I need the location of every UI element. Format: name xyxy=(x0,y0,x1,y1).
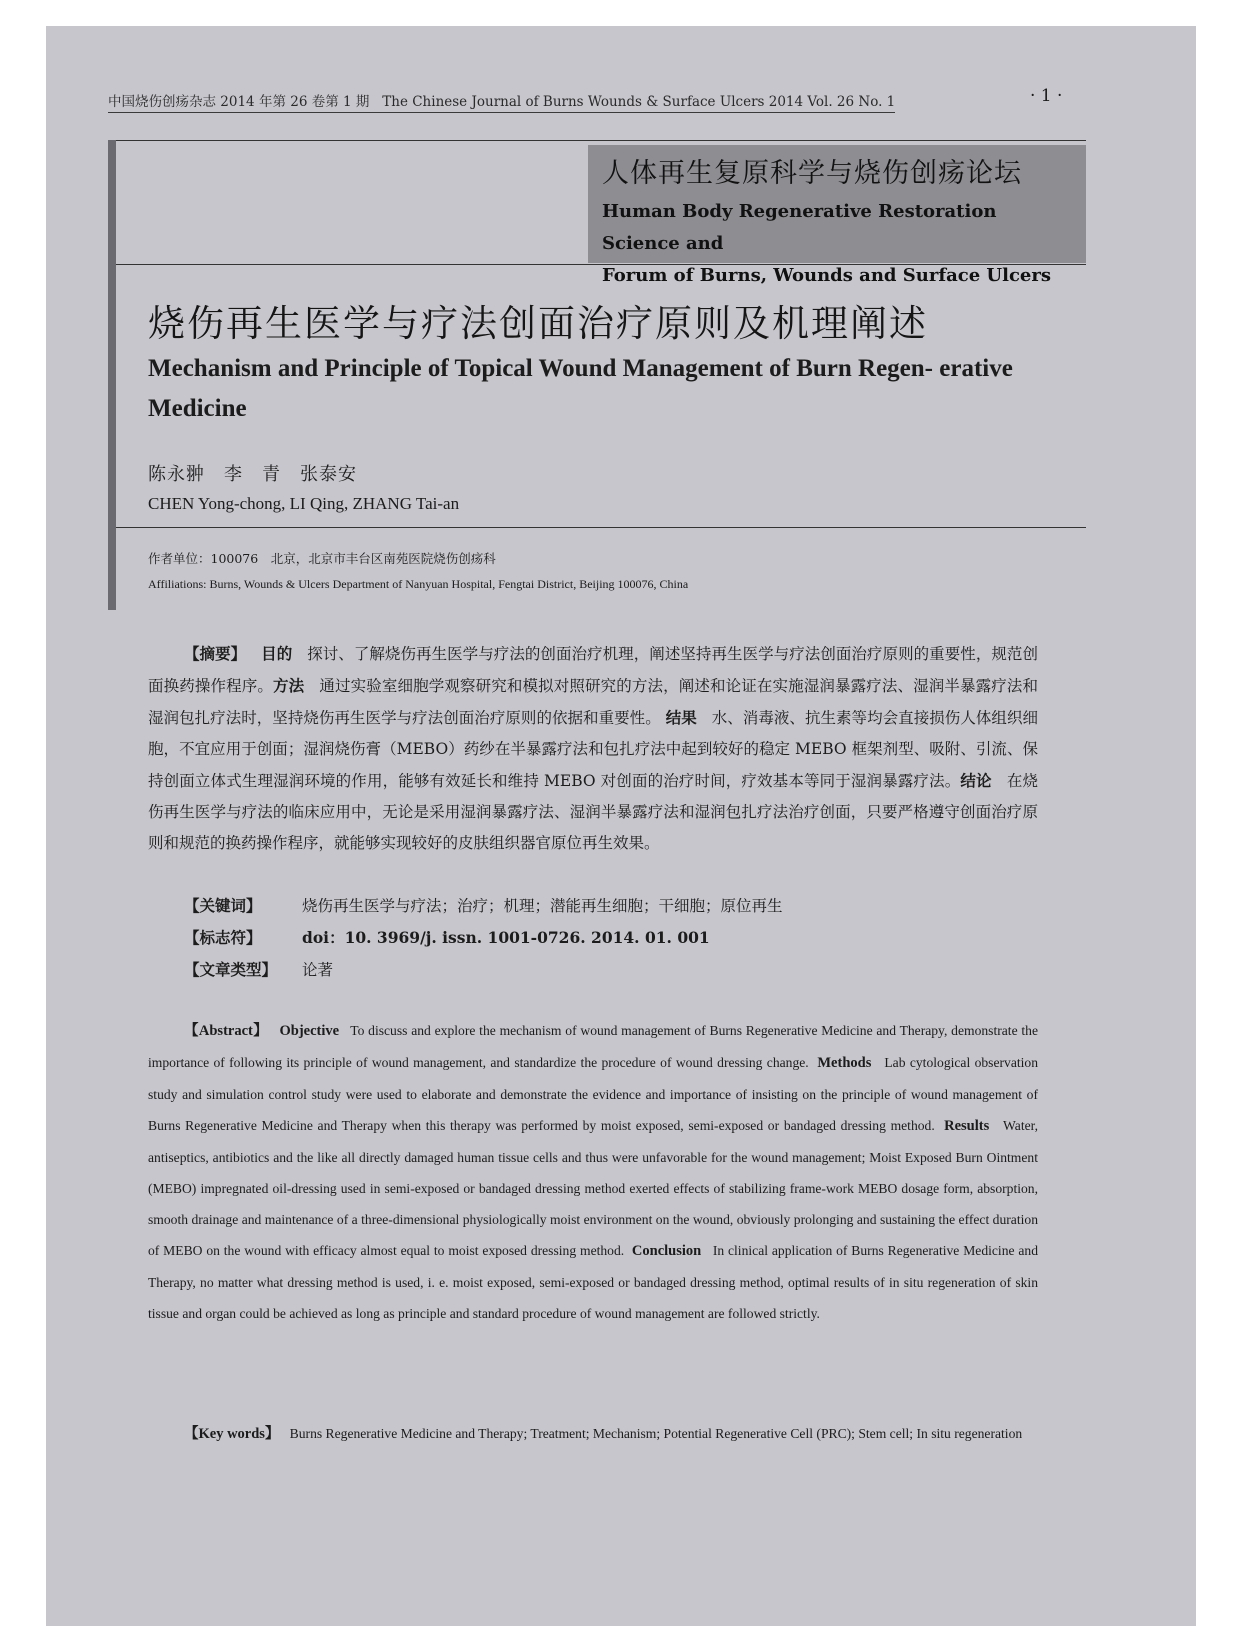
authors-zh: 陈永翀 李 青 张泰安 xyxy=(148,464,357,485)
results-en: Water, antiseptics, antibiotics and the like all directly damaged human tissue cells and thus were unfavorable for the wound management; Moist Exposed Burn Ointment (MEBO) impregnated oil-dressing used in semi-exposed or bandaged dressing method exerted effects of stabilizing frame-work MEBO dosage form, absorption, smooth drainage and maintenance of a three-dimensional physiologically moist environment on the wound, obviously prolonging and sustaining the effect duration of MEBO on the wound with efficacy almost equal to moist exposed dressing method. xyxy=(148,1118,1039,1258)
article-title-zh: 烧伤再生医学与疗法创面治疗原则及机理阐述 xyxy=(148,302,928,345)
abstract-en-label: 【Abstract】 xyxy=(184,1023,269,1039)
page-number: · 1 · xyxy=(1030,86,1063,106)
objective-zh: 探讨、了解烧伤再生医学与疗法的创面治疗机理，阐述坚持再生医学与疗法创面治疗原则的重要性，规范创面换药操作程序。 xyxy=(148,645,1038,695)
abstract-zh xyxy=(148,638,1038,859)
authors-rule xyxy=(116,527,1086,528)
conclusion-zh: 在烧伤再生医学与疗法的临床应用中，无论是采用湿润暴露疗法、湿润半暴露疗法和湿润包扎疗法治疗创面，只要严格遵守创面治疗原则和规范的换药操作程序，就能够实现较好的皮肤组织器官原位再生效果。 xyxy=(148,772,1038,852)
results-zh: 水、消毒液、抗生素等均会直接损伤人体组织细胞，不宜应用于创面；湿润烧伤膏（MEBO）药纱在半暴露疗法和包扎疗法中起到较好的稳定 MEBO 框架剂型、吸附、引流、保持创面立体式生理湿润环境的作用，能够有效延长和维持 MEBO 对创面的治疗时间，疗效基本等同于湿润暴露疗法。 xyxy=(148,709,1038,790)
article-type: 论著 xyxy=(302,961,334,979)
keywords-en-label: 【Key words】 xyxy=(184,1426,280,1442)
doi-value: doi：10. 3969/j. issn. 1001-0726. 2014. 01. 001 xyxy=(302,928,710,947)
forum-title-en-line2: Forum of Burns, Wounds and Surface Ulcers xyxy=(602,265,1051,286)
methods-en-label: Methods xyxy=(817,1055,872,1071)
results-zh-label: 结果 xyxy=(665,708,697,727)
left-margin-bar xyxy=(108,140,116,610)
keywords-en-list: Burns Regenerative Medicine and Therapy; Treatment; Mechanism; Potential Regenerative Cell (PRC); Stem cell; In situ regeneration xyxy=(289,1426,1023,1441)
doi-label: 【标志符】 xyxy=(184,928,262,947)
forum-title-en-line1: Human Body Regenerative Restoration Science and xyxy=(602,201,997,254)
keywords-zh-row xyxy=(184,894,783,916)
objective-en: To discuss and explore the mechanism of wound management of Burns Regenerative Medicine and Therapy, demonstrate the importance of following its principle of wound management, and standardize the procedure of wound dressing change. xyxy=(148,1023,1038,1070)
objective-en-label: Objective xyxy=(279,1023,340,1039)
article-title-en: Mechanism and Principle of Topical Wound Management of Burn Regen- erative Medicine xyxy=(148,355,1013,422)
forum-banner xyxy=(588,145,1086,286)
abstract-en xyxy=(148,1015,1038,1329)
running-header xyxy=(108,90,895,110)
journal-name-zh: 中国烧伤创疡杂志 2014 年第 26 卷第 1 期 xyxy=(108,94,370,110)
authors-en: CHEN Yong-chong, LI Qing, ZHANG Tai-an xyxy=(148,494,460,513)
objective-zh-label: 目的 xyxy=(261,644,293,663)
results-en-label: Results xyxy=(944,1118,990,1134)
forum-title-zh: 人体再生复原科学与烧伤创疡论坛 xyxy=(602,158,1022,189)
affiliation-zh: 作者单位：100076 北京，北京市丰台区南苑医院烧伤创疡科 xyxy=(148,551,496,566)
top-rule xyxy=(116,140,1086,141)
forum-title-en xyxy=(602,196,1074,292)
keywords-en xyxy=(148,1418,1038,1450)
keywords-zh-label: 【关键词】 xyxy=(184,896,262,915)
article-type-row xyxy=(184,958,333,980)
affiliation-en: Affiliations: Burns, Wounds & Ulcers Department of Nanyuan Hospital, Fengtai District, Beijing 100076, China xyxy=(148,577,689,591)
conclusion-en: In clinical application of Burns Regenerative Medicine and Therapy, no matter what dressing method is used, i. e. moist exposed, semi-exposed or bandaged dressing method, optimal results of in situ regeneration of skin tissue and organ could be achieved as long as principle and standard procedure of wound management are followed strictly. xyxy=(148,1243,1039,1321)
conclusion-en-label: Conclusion xyxy=(631,1243,702,1259)
methods-zh: 通过实验室细胞学观察研究和模拟对照研究的方法，阐述和论证在实施湿润暴露疗法、湿润半暴露疗法和湿润包扎疗法时，坚持烧伤再生医学与疗法创面治疗原则的依据和重要性。 xyxy=(148,677,1038,727)
abstract-zh-label: 【摘要】 xyxy=(184,644,247,663)
doi-row xyxy=(184,926,710,948)
journal-name-en: The Chinese Journal of Burns Wounds & Surface Ulcers 2014 Vol. 26 No. 1 xyxy=(382,94,896,110)
methods-zh-label: 方法 xyxy=(273,676,305,695)
keywords-zh: 烧伤再生医学与疗法；治疗；机理；潜能再生细胞；干细胞；原位再生 xyxy=(302,897,783,915)
article-type-label: 【文章类型】 xyxy=(184,960,278,979)
conclusion-zh-label: 结论 xyxy=(960,771,992,790)
methods-en: Lab cytological observation study and simulation control study were used to elaborate and demonstrate the evidence and importance of insisting on the principle of wound management of Burns Regenerative Medicine and Therapy when this therapy was performed by moist exposed, semi-exposed or bandaged dressing method. xyxy=(148,1055,1038,1133)
